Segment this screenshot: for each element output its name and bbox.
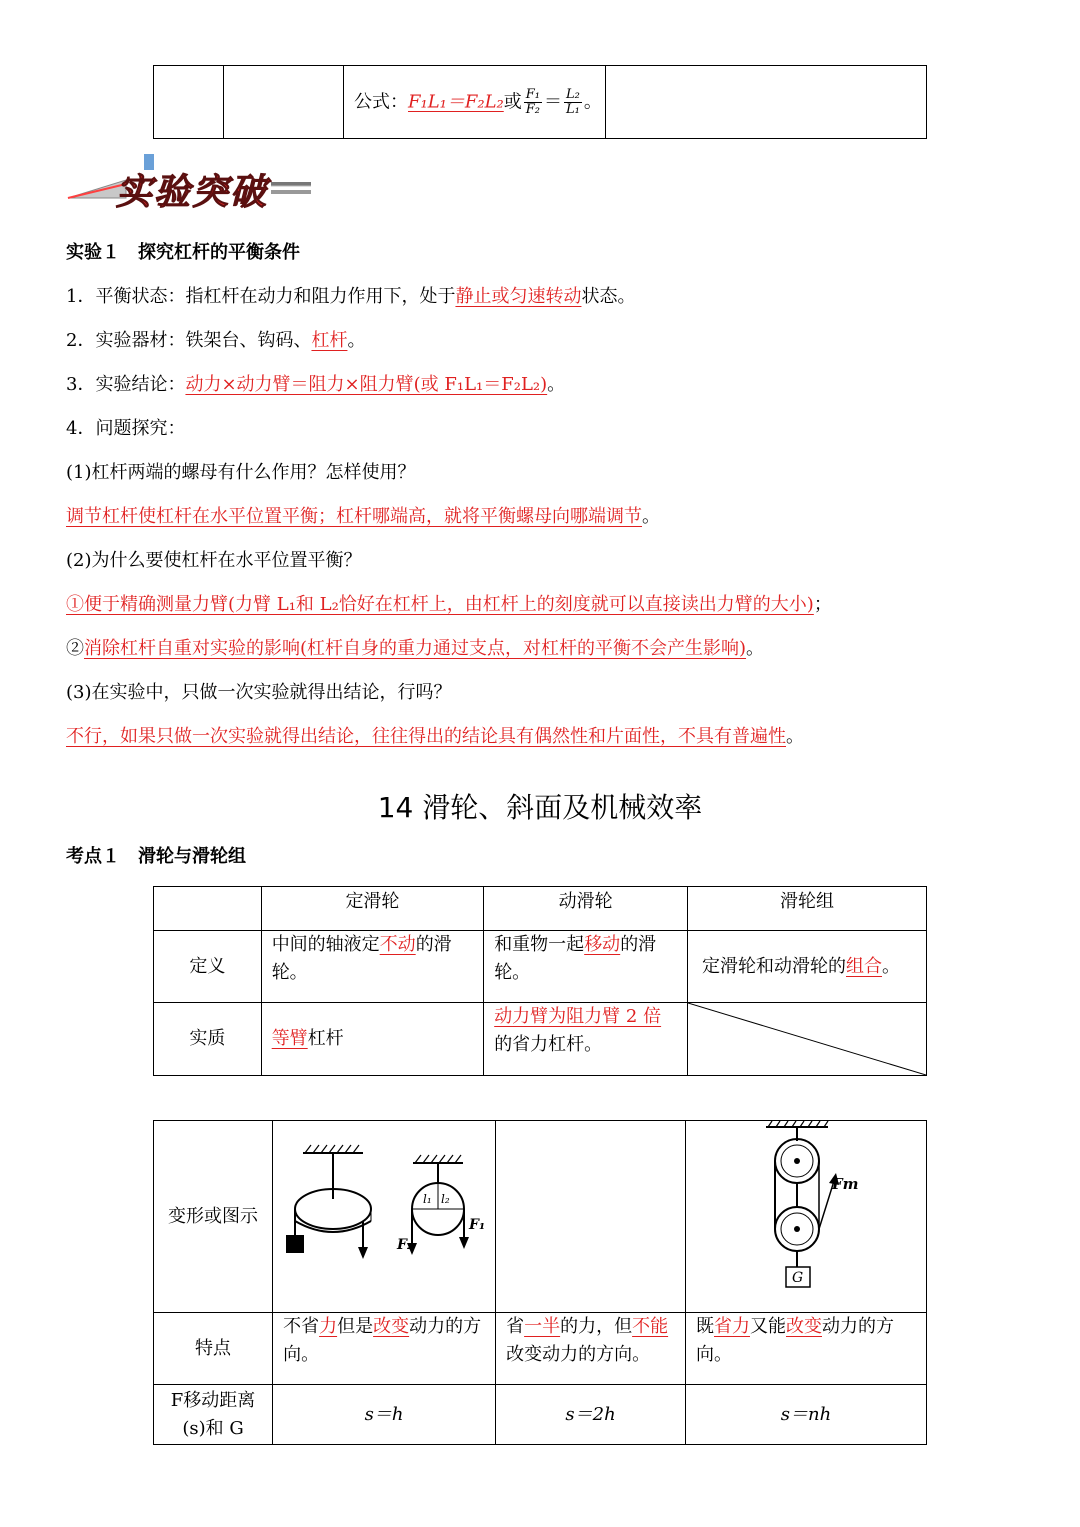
answer-balance-state: 静止或匀速转动 (455, 286, 582, 307)
t2-moving-figure-empty (496, 1121, 686, 1313)
t2-feat-label: 特点 (154, 1313, 273, 1385)
t1-def-moving: 和重物一起移动的滑轮。 (484, 931, 688, 1003)
t2-group-figure (686, 1121, 927, 1313)
question-3: (3)在实验中，只做一次实验就得出结论，行吗？ (66, 682, 452, 703)
top-cell-1 (154, 66, 224, 139)
t2-feat-moving: 省一半的力，但不能改变动力的方向。 (496, 1313, 686, 1385)
label-l1: l₁ (423, 1192, 432, 1206)
t1-def-group: 定滑轮和动滑轮的组合。 (688, 931, 927, 1003)
top-table (153, 65, 927, 139)
t1-ess-moving: 动力臂为阻力臂 2 倍 的省力杠杆。 (484, 1003, 688, 1076)
formula-main: F₁L₁＝F₂L₂ (408, 91, 504, 112)
top-cell-4 (606, 66, 927, 139)
t1-ess-fixed: 等臂杠杆 (261, 1003, 484, 1076)
answer-equipment: 杠杆 (311, 330, 348, 351)
t2-shape-label: 变形或图示 (154, 1121, 273, 1313)
answer-1: 调节杠杆使杠杆在水平位置平衡；杠杆哪端高，就将平衡螺母向哪端调节。 (66, 506, 660, 527)
t2-dist-fixed: s＝h (273, 1385, 496, 1445)
exp-line-2: 2．实验器材：铁架台、钩码、杠杆。 (66, 330, 366, 351)
kaodian-title: 考点１ 滑轮与滑轮组 (66, 846, 246, 867)
label-l2: l₂ (441, 1192, 450, 1206)
t2-fixed-figure (273, 1121, 496, 1313)
t2-dist-group: s＝nh (686, 1385, 927, 1445)
exp-line-1: 1．平衡状态：指杠杆在动力和阻力作用下，处于静止或匀速转动状态。 (66, 286, 636, 307)
question-1: (1)杠杆两端的螺母有什么作用？怎样使用？ (66, 462, 416, 483)
label-F1: F₁ (469, 1217, 486, 1233)
t2-feat-group: 既省力又能改变动力的方向。 (686, 1313, 927, 1385)
label-F2: F₂ (397, 1237, 414, 1253)
exp-line-4: 4．问题探究： (66, 418, 186, 439)
pulley-table-2 (153, 1120, 927, 1445)
t2-feat-fixed: 不省力但是改变动力的方向。 (273, 1313, 496, 1385)
formula-or: 或 (503, 91, 522, 112)
label-Fm: Fm (832, 1175, 859, 1193)
experiment-banner (66, 150, 316, 212)
top-cell-2 (224, 66, 344, 139)
formula-prefix: 公式： (354, 91, 408, 112)
t1-header-moving: 动滑轮 (484, 887, 688, 931)
label-G: G (792, 1270, 804, 1286)
answer-2-2: ②消除杠杆自重对实验的影响(杠杆自身的重力通过支点，对杠杆的平衡不会产生影响)。 (66, 638, 765, 659)
formula-cell (344, 66, 606, 139)
t1-def-fixed: 中间的轴液定不动的滑轮。 (261, 931, 484, 1003)
answer-3: 不行，如果只做一次实验就得出结论，往往得出的结论具有偶然性和片面性，不具有普遍性。 (66, 726, 804, 747)
formula-end: 。 (583, 91, 602, 112)
question-2: (2)为什么要使杠杆在水平位置平衡？ (66, 550, 362, 571)
chapter-title: 14 滑轮、斜面及机械效率 (377, 791, 703, 824)
t1-corner (154, 887, 262, 931)
t1-def-label: 定义 (154, 931, 262, 1003)
t2-dist-label: F移动距离(s)和 G (154, 1385, 273, 1445)
fraction-force: $\frac{\text{F₁}}{\text{F₂}}$ (525, 86, 540, 117)
experiment-title: 实验１ 探究杠杆的平衡条件 (66, 242, 300, 263)
pulley-group-diagram (686, 1121, 926, 1303)
diagonal-slash (688, 1003, 926, 1075)
t2-dist-moving: s＝2h (496, 1385, 686, 1445)
pulley-table-1 (153, 886, 927, 1076)
answer-2-1: ①便于精确测量力臂(力臂 L₁和 L₂恰好在杠杆上，由杠杆上的刻度就可以直接读出力臂的大小)； (66, 594, 832, 615)
exp-line-3: 3．实验结论：动力×动力臂＝阻力×阻力臂(或 F₁L₁＝F₂L₂)。 (66, 374, 566, 395)
formula-eq: ＝ (543, 91, 562, 112)
banner-text: 实验突破 (116, 172, 269, 213)
t1-ess-group-empty (688, 1003, 927, 1076)
fraction-arm: $\frac{\text{L₂}}{\text{L₁}}$ (565, 86, 580, 117)
t1-ess-label: 实质 (154, 1003, 262, 1076)
answer-conclusion: 动力×动力臂＝阻力×阻力臂(或 F₁L₁＝F₂L₂) (185, 374, 548, 395)
fixed-pulley-diagram (273, 1121, 495, 1303)
t1-header-fixed: 定滑轮 (261, 887, 484, 931)
t1-header-group: 滑轮组 (688, 887, 927, 931)
